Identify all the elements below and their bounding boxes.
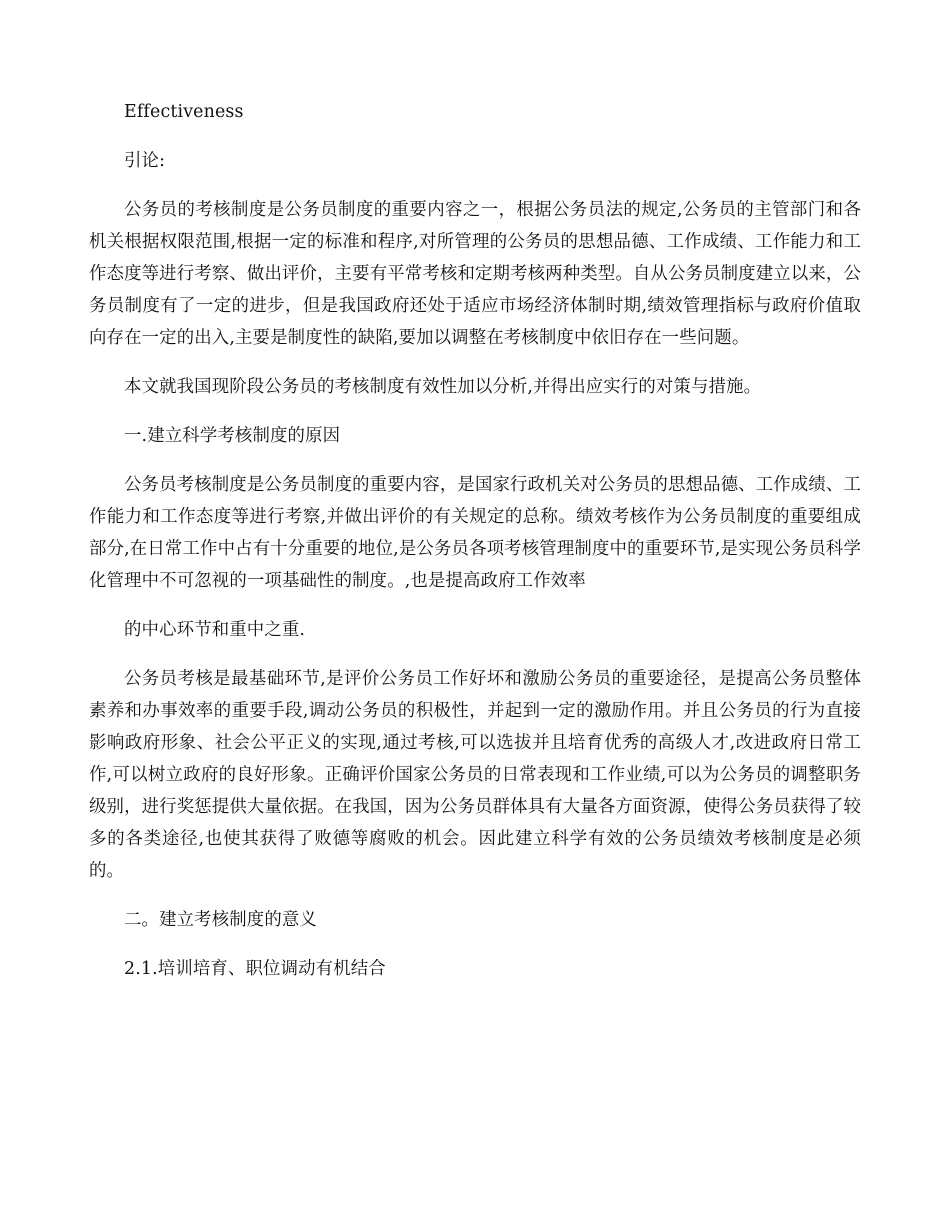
document-body <box>89 96 861 985</box>
intro-label: 引论: <box>124 151 166 171</box>
section-1-heading: 一.建立科学考核制度的原因 <box>124 426 341 446</box>
section-2-1-heading: 2.1.培训培育、职位调动有机结合 <box>124 959 386 979</box>
section-1-paragraph-1-continuation: 的中心环节和重中之重. <box>124 620 306 640</box>
purpose-paragraph: 本文就我国现阶段公务员的考核制度有效性加以分析,并得出应实行的对策与措施。 <box>124 377 762 397</box>
intro-paragraph: 公务员的考核制度是公务员制度的重要内容之一，根据公务员法的规定,公务员的主管部门和各机关根据权限范围,根据一定的标准和程序,对所管理的公务员的思想品德、工作成绩、工作能力和工作态度等进行考察、做出评价，主要有平常考核和定期考核两种类型。自从公务员制度建立以来，公务员制度有了一定的进步，但是我国政府还处于适应市场经济体制时期,绩效管理指标与政府价值取向存在一定的出入,主要是制度性的缺陷,要加以调整在考核制度中依旧存在一些问题。 <box>89 200 861 348</box>
section-1-paragraph-1: 公务员考核制度是公务员制度的重要内容，是国家行政机关对公务员的思想品德、工作成绩、工作能力和工作态度等进行考察,并做出评价的有关规定的总称。绩效考核作为公务员制度的重要组成部分,在日常工作中占有十分重要的地位,是公务员各项考核管理制度中的重要环节,是实现公务员科学化管理中不可忽视的一项基础性的制度。,也是提高政府工作效率 <box>89 475 861 591</box>
document-title: Effectiveness <box>124 102 244 122</box>
section-1-paragraph-2: 公务员考核是最基础环节,是评价公务员工作好坏和激励公务员的重要途径，是提高公务员整体素养和办事效率的重要手段,调动公务员的积极性，并起到一定的激励作用。并且公务员的行为直接影响政府形象、社会公平正义的实现,通过考核,可以选拔并且培育优秀的高级人才,改进政府日常工作,可以树立政府的良好形象。正确评价国家公务员的日常表现和工作业绩,可以为公务员的调整职务级别，进行奖惩提供大量依据。在我国，因为公务员群体具有大量各方面资源，使得公务员获得了较多的各类途径,也使其获得了败德等腐败的机会。因此建立科学有效的公务员绩效考核制度是必须的。 <box>89 669 861 881</box>
section-2-heading: 二。建立考核制度的意义 <box>124 910 317 930</box>
